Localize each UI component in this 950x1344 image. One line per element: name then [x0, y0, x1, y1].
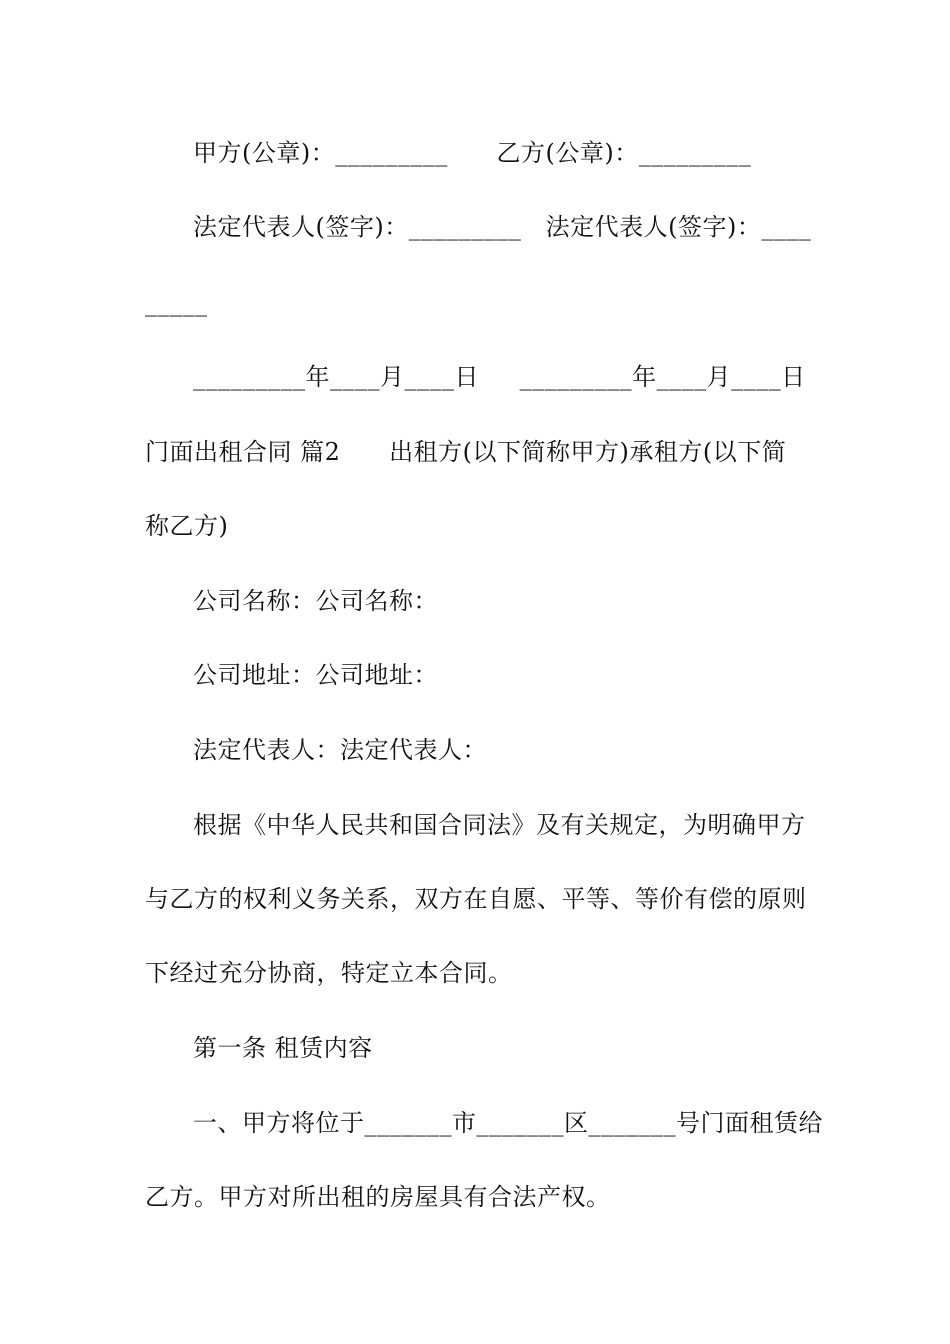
lease-clause-line-2: 乙方。甲方对所出租的房屋具有合法产权。 [145, 1183, 611, 1211]
article-one-heading: 第一条 租赁内容 [193, 1034, 373, 1062]
date-line: _________年____月____日 _________年____月____日 [193, 363, 806, 391]
signature-line-continued: _____ [145, 289, 208, 317]
preamble-paragraph-line-3: 下经过充分协商，特定立本合同。 [145, 959, 513, 987]
lease-clause-line-1: 一、甲方将位于_______市_______区_______号门面租赁给 [193, 1109, 823, 1137]
preamble-paragraph-line-1: 根据《中华人民共和国合同法》及有关规定，为明确甲方 [193, 811, 806, 839]
contract-title-line-continued: 称乙方) [145, 512, 229, 540]
legal-representative-line: 法定代表人：法定代表人： [193, 736, 487, 764]
seal-line: 甲方(公章)：_________ 乙方(公章)：_________ [193, 139, 752, 167]
company-address-line: 公司地址：公司地址： [193, 661, 438, 689]
company-name-line: 公司名称：公司名称： [193, 587, 438, 615]
preamble-paragraph-line-2: 与乙方的权利义务关系，双方在自愿、平等、等价有偿的原则 [145, 885, 807, 913]
contract-title-line: 门面出租合同 篇2 出租方(以下简称甲方)承租方(以下简 [145, 438, 787, 466]
legal-rep-signature-line: 法定代表人(签字)：_________ 法定代表人(签字)：____ [193, 213, 812, 241]
